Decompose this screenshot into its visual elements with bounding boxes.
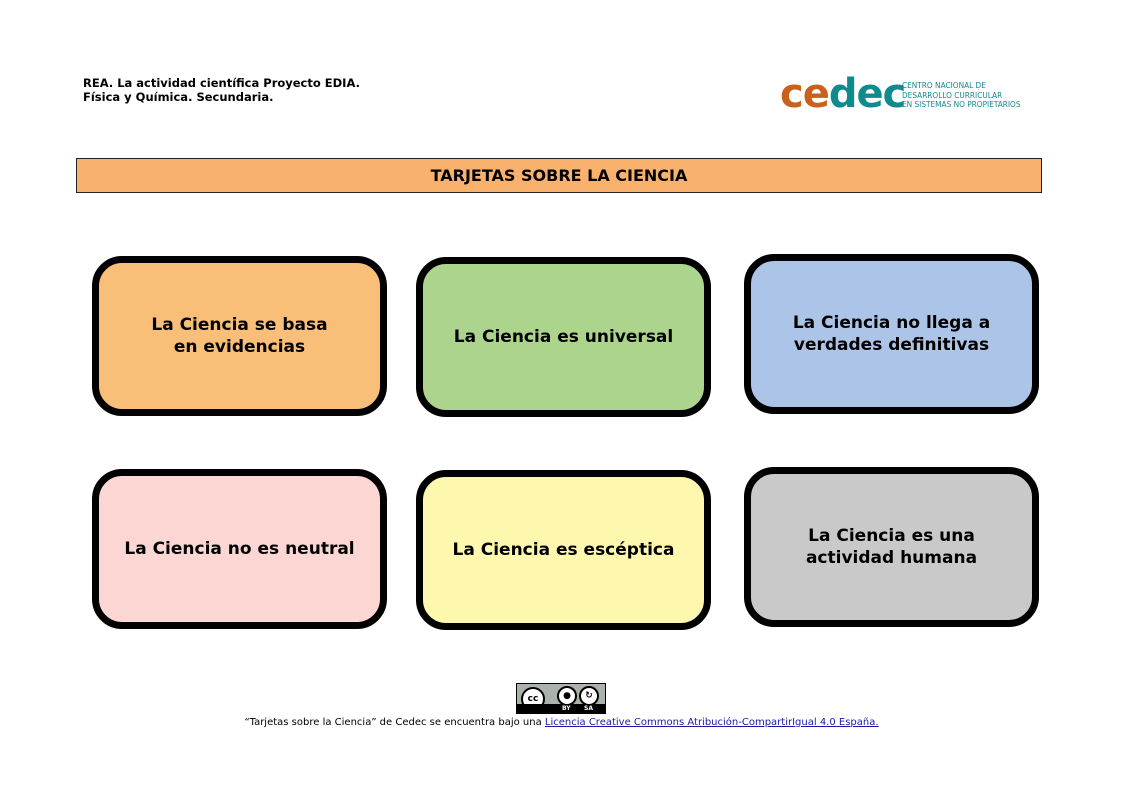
sa-label: SA xyxy=(584,705,593,712)
cc-license-badge[interactable] xyxy=(516,683,606,714)
card-text-line2: verdades definitivas xyxy=(793,335,990,355)
card-verdades xyxy=(744,254,1039,414)
logo-word-part2: dec xyxy=(828,71,906,117)
card-text-line1: La Ciencia no llega a xyxy=(792,313,991,333)
logo-sub-line-1: CENTRO NACIONAL DE xyxy=(902,80,986,90)
share-alike-icon: ↻ xyxy=(579,686,599,706)
by-label: BY xyxy=(562,705,571,712)
card-universal xyxy=(416,257,711,417)
logo-sub-line-2: DESARROLLO CURRICULAR xyxy=(902,89,1003,100)
card-humana xyxy=(744,467,1039,627)
card-text-line1: La Ciencia es universal xyxy=(453,327,674,347)
card-esceptica xyxy=(416,470,711,630)
license-text: “Tarjetas sobre la Ciencia” de Cedec se encuentra bajo una xyxy=(244,717,545,728)
card-text-line1: La Ciencia es escéptica xyxy=(452,540,675,560)
card-text-line1: La Ciencia se basa xyxy=(151,315,328,335)
header-line-1: REA. La actividad científica Proyecto EDIA. xyxy=(83,76,360,90)
logo-subtitle xyxy=(902,81,1052,110)
logo-wordmark xyxy=(780,72,905,116)
logo-sub-line-3: EN SISTEMAS NO PROPIETARIOS xyxy=(902,99,1021,109)
license-footer xyxy=(0,717,1123,728)
card-neutral xyxy=(92,469,387,629)
card-text-line2: en evidencias xyxy=(173,337,306,357)
card-text-line1: La Ciencia no es neutral xyxy=(124,539,355,559)
card-text-line1: La Ciencia es una xyxy=(808,526,975,546)
document-header xyxy=(83,76,360,104)
attribution-icon: ● xyxy=(557,686,577,706)
card-text-line2: actividad humana xyxy=(805,548,978,568)
cc-icon: cc xyxy=(521,687,545,711)
card-evidencias xyxy=(92,256,387,416)
logo-word-part1: ce xyxy=(780,71,829,117)
page-title: TARJETAS SOBRE LA CIENCIA xyxy=(76,158,1042,193)
license-link[interactable]: Licencia Creative Commons Atribución-CompartirIgual 4.0 España. xyxy=(544,717,879,728)
header-line-2: Física y Química. Secundaria. xyxy=(83,90,274,104)
